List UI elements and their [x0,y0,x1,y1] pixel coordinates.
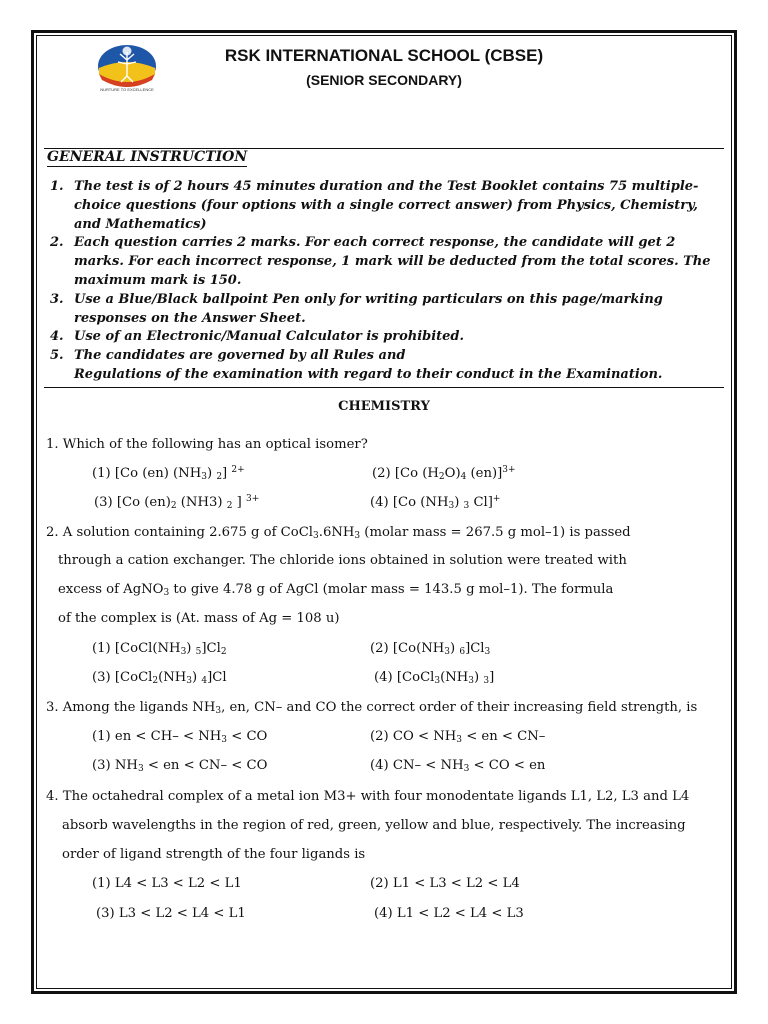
subscript: 3 [434,676,441,686]
text-fragment: [Co (H [394,466,439,481]
supscript: + [492,494,501,504]
school-name: RSK INTERNATIONAL SCHOOL (CBSE) [224,46,544,65]
text-fragment: < CO < en [469,758,546,773]
subscript: 3 [221,735,228,745]
option-text [115,670,227,685]
instructions-title-text: GENERAL INSTRUCTION [47,149,248,165]
text-fragment: O) [444,466,461,481]
question-2-option-4 [374,670,494,685]
question-3-option-2 [370,729,545,744]
text-fragment: ]Cl [201,641,221,656]
question-4-text [62,847,365,862]
subscript: 5 [195,647,202,657]
option-text [393,876,520,891]
instructions-list [48,178,720,385]
instruction-item [48,291,720,329]
text-fragment: absorb wavelengths in the region of red, green, yellow and blue, respectively. The increasing [62,818,686,833]
subscript: 3 [468,676,475,686]
text-fragment: (NH3) [176,495,227,510]
option-text [115,876,242,891]
subscript: 6 [459,647,466,657]
text-fragment: ]Cl [207,670,227,685]
text-fragment: en < CH– < NH [114,729,222,744]
section-title: CHEMISTRY [338,399,430,414]
divider-bottom [44,387,724,388]
text-fragment: NH [114,758,138,773]
option-text [115,758,268,773]
option-label: (2) [372,466,391,481]
text-fragment: ]Cl [465,641,485,656]
option-label: (1) [92,466,111,481]
text-fragment: CN– < NH [392,758,464,773]
question-3-option-1 [92,729,267,744]
text-fragment: L4 < L3 < L2 < L1 [114,876,242,891]
instruction-text: Each question carries 2 marks. For each correct response, the candidate will get 2 marks. For each incorrect response, 1 mark will be deducted from the total scores. The maximum mark is 150. [74,235,711,288]
text-fragment: [Co(NH [392,641,445,656]
option-label: (4) [370,758,389,773]
option-label: (1) [92,729,111,744]
option-label: (4) [374,670,393,685]
text-fragment: (NH [440,670,469,685]
text-fragment: excess of AgNO [58,582,164,597]
subscript: 3 [201,472,207,482]
subscript: 2 [226,501,233,511]
question-3-text [46,700,697,715]
option-label: (2) [370,876,389,891]
subscript: 3 [215,706,222,716]
instruction-item [48,178,720,234]
text-fragment: < CO [227,729,268,744]
text-fragment: (NH [158,670,187,685]
question-2-text [58,582,613,597]
text-fragment: L1 < L3 < L2 < L4 [392,876,520,891]
text-fragment: to give 4.78 g of AgCl (molar mass = 143.5 g mol–1). The formula [169,582,614,597]
question-4-option-2 [370,876,520,891]
subscript: 3 [456,735,462,745]
question-2-option-3 [92,670,227,685]
option-text [395,466,516,481]
question-2-text [46,525,631,540]
question-1-text: 1. Which of the following has an optical isomer? [46,437,368,452]
question-1-option-1 [92,466,245,481]
text-fragment: CO < NH [392,729,457,744]
instruction-text: Use a Blue/Black ballpoint Pen only for writing particulars on this page/marking responses on the Answer Sheet. [74,291,663,326]
text-fragment: ) [186,641,196,656]
option-text [397,906,524,921]
option-text [117,495,259,510]
subscript: 3 [137,764,144,774]
text-fragment: ) [449,641,460,656]
option-text [115,466,245,481]
text-fragment: ) [192,670,202,685]
instruction-text: Regulations of the examination with regard to their conduct in the Examination. [74,366,663,382]
text-fragment: .6NH [318,525,355,540]
text-fragment: [CoCl [396,670,435,685]
subscript: 3 [484,647,491,657]
option-text [397,670,494,685]
question-2-text [58,611,340,626]
text-fragment: < en < CN– [462,729,546,744]
instruction-number: 5. [50,348,64,364]
question-4-option-1 [92,876,242,891]
question-4-text [46,789,689,804]
text-fragment: through a cation exchanger. The chloride ions obtained in solution were treated with [58,553,627,568]
text-fragment: ) [474,670,484,685]
subscript: 2 [216,472,223,482]
text-fragment: Cl] [469,495,493,510]
text-fragment: (molar mass = 267.5 g mol–1) is passed [360,525,631,540]
subscript: 3 [180,647,187,657]
subscript: 2 [220,647,227,657]
question-4-option-4 [374,906,524,921]
text-fragment: L1 < L2 < L4 < L3 [396,906,524,921]
subscript: 3 [463,764,470,774]
subscript: 3 [448,501,455,511]
text-fragment: ] [489,670,495,685]
text-fragment: < en < CN– < CO [143,758,268,773]
text-fragment: (en)] [466,466,503,481]
question-1-option-4 [370,495,500,510]
text-fragment: [Co (en) [116,495,171,510]
instruction-number: 2. [50,235,64,251]
option-label: (2) [370,641,389,656]
instruction-number: 1. [50,179,64,194]
instruction-text: The test is of 2 hours 45 minutes duration and the Test Booklet contains 75 multiple-choice questions (four options with a single correct answer) from Physics, Chemistry, and Mathematics) [74,179,699,232]
option-text [119,906,246,921]
option-label: (3) [92,670,111,685]
instruction-text: Use of an Electronic/Manual Calculator is prohibited. [74,329,465,345]
option-label: (4) [374,906,393,921]
subscript: 3 [186,676,193,686]
option-text [393,641,490,656]
school-subtitle: (SENIOR SECONDARY) [306,72,462,88]
subscript: 3 [354,531,361,541]
option-text [393,729,546,744]
subscript: 2 [152,676,159,686]
question-2-option-2 [370,641,490,656]
text-fragment: 3. Among the ligands NH [46,700,216,715]
text-fragment: [Co (en) (NH [114,466,202,481]
subscript: 3 [483,676,490,686]
option-text [115,641,227,656]
subscript: 4 [460,472,467,482]
option-label: (2) [370,729,389,744]
supscript: 3+ [502,465,516,475]
option-label: (3) [92,758,111,773]
text-fragment: L3 < L2 < L4 < L1 [118,906,246,921]
svg-text:NURTURE TO EXCELLENCE: NURTURE TO EXCELLENCE [100,87,154,92]
text-fragment: ) [206,466,217,481]
text-fragment: [CoCl [114,670,153,685]
text-fragment: order of ligand strength of the four ligands is [62,847,366,862]
text-fragment: of the complex is (At. mass of Ag = 108 u) [58,611,340,626]
question-4-option-3 [96,906,246,921]
question-2-text [58,553,627,568]
supscript: 2+ [231,465,245,475]
option-text [393,758,546,773]
option-label: (1) [92,876,111,891]
question-3-option-4 [370,758,545,773]
text-fragment: 2. A solution containing 2.675 g of CoCl [46,525,314,540]
text-fragment: [CoCl(NH [114,641,181,656]
subscript: 3 [313,531,319,541]
question-4-text [62,818,686,833]
instruction-text: The candidates are governed by all Rules and [74,348,406,364]
subscript: 3 [463,501,470,511]
instruction-item [48,347,720,366]
instruction-number: 4. [50,329,64,345]
instruction-item [48,234,720,290]
subscript: 4 [201,676,208,686]
subscript: 3 [444,647,450,657]
option-label: (3) [96,906,115,921]
supscript: 3+ [245,494,260,504]
text-fragment: [Co (NH [392,495,449,510]
option-text [393,495,501,510]
instruction-item [48,366,720,385]
instruction-number: 3. [50,291,64,307]
instruction-item [48,328,720,347]
subscript: 2 [438,472,445,482]
option-label: (1) [92,641,111,656]
text-fragment: 4. The octahedral complex of a metal ion M3+ with four monodentate ligands L1, L2, L3 and L4 [46,789,690,804]
subscript: 2 [170,501,177,511]
text-fragment: ] [232,495,246,510]
text-fragment: ) [454,495,464,510]
option-text [115,729,267,744]
question-3-option-3 [92,758,267,773]
subscript: 3 [163,588,170,598]
text-fragment: ] [222,466,232,481]
option-label: (3) [94,495,113,510]
question-1-option-3 [94,495,259,510]
question-2-option-1 [92,641,227,656]
text-fragment: , en, CN– and CO the correct order of their increasing field strength, is [221,700,698,715]
option-label: (4) [370,495,389,510]
question-1-option-2 [372,466,516,481]
instructions-title [47,149,247,165]
